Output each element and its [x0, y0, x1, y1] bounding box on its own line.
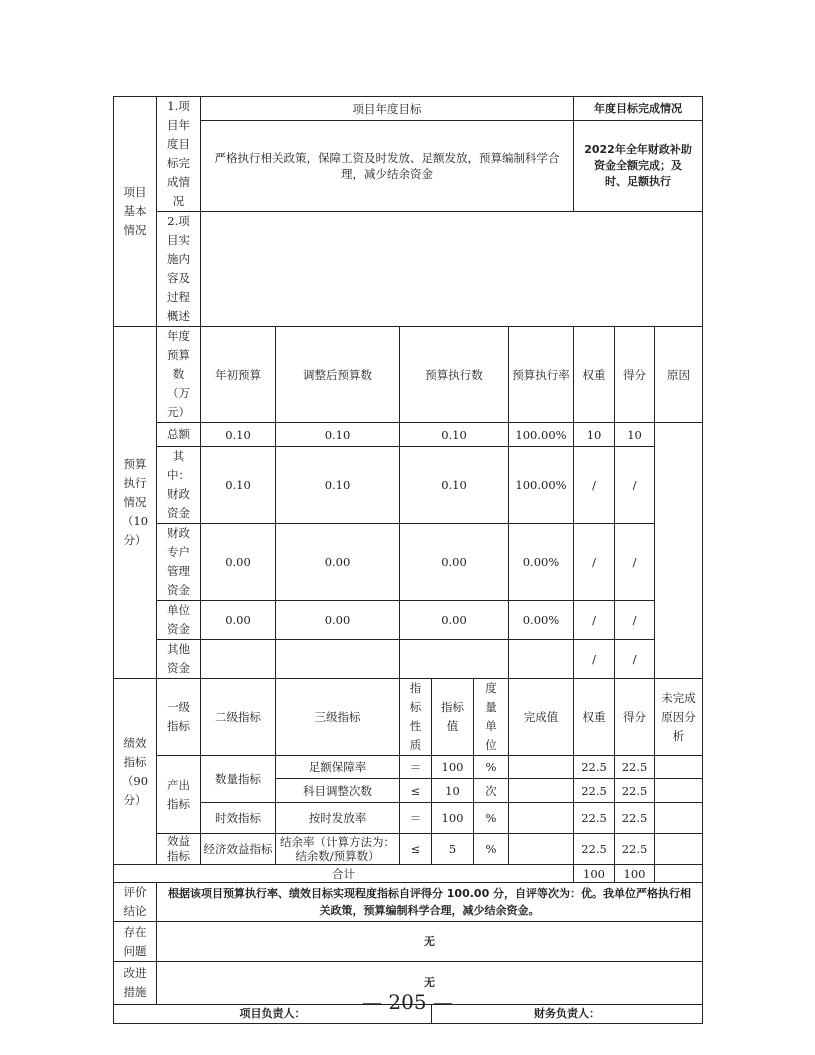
cell: 0.00 — [400, 601, 509, 640]
cell: / — [615, 447, 655, 524]
cell — [509, 803, 574, 834]
cell: 22.5 — [615, 803, 655, 834]
cell: 5 — [432, 834, 474, 865]
issues-text: 无 — [157, 922, 703, 962]
cell: 0.10 — [201, 423, 276, 447]
cell: 足额保障率 — [276, 756, 400, 779]
cell — [509, 640, 574, 679]
cell: 100 — [432, 756, 474, 779]
cell: / — [615, 640, 655, 679]
cell: 22.5 — [574, 756, 615, 779]
table-row — [114, 803, 703, 834]
row-label: 总额 — [157, 423, 201, 447]
cell: / — [574, 601, 615, 640]
perf-header: 度量单位 — [474, 679, 509, 756]
total-weight: 100 — [574, 865, 615, 883]
budget-header: 预算执行率 — [509, 327, 574, 423]
cell — [655, 779, 703, 803]
cell: 0.00 — [201, 524, 276, 601]
cell — [655, 865, 703, 883]
cell: % — [474, 834, 509, 865]
level1-label: 产出指标 — [157, 756, 201, 834]
level2-label: 经济效益指标 — [201, 834, 276, 865]
cell: 22.5 — [574, 803, 615, 834]
cell: 按时发放率 — [276, 803, 400, 834]
cell: ≤ — [400, 834, 432, 865]
table-row — [114, 447, 703, 524]
budget-header: 得分 — [615, 327, 655, 423]
issues-label: 存在问题 — [114, 922, 157, 962]
cell — [509, 834, 574, 865]
budget-header: 调整后预算数 — [276, 327, 400, 423]
cell — [655, 803, 703, 834]
total-label: 合计 — [114, 865, 574, 883]
cell: ＝ — [400, 803, 432, 834]
perf-header: 二级指标 — [201, 679, 276, 756]
table-row — [114, 640, 703, 679]
budget-header: 年度预算数（万元） — [157, 327, 201, 423]
perf-header: 指标性质 — [400, 679, 432, 756]
conclusion-text: 根据该项目预算执行率、绩效目标实现程度指标自评得分 100.00 分，自评等次为：优。我单位严格执行相关政策，预算编制科学合理，减少结余资金。 — [157, 883, 703, 922]
table-row — [114, 834, 703, 865]
goal-text: 严格执行相关政策，保障工资及时发放、足额发放，预算编制科学合理，减少结余资金 — [201, 121, 574, 212]
completion-header: 年度目标完成情况 — [574, 97, 703, 121]
perf-header: 完成值 — [509, 679, 574, 756]
cell: 结余率（计算方法为：结余数/预算数） — [276, 834, 400, 865]
cell — [655, 756, 703, 779]
perf-header: 得分 — [615, 679, 655, 756]
page-number: — 205 — — [362, 990, 453, 1014]
cell: 100.00% — [509, 423, 574, 447]
table-row — [114, 423, 703, 447]
cell: 0.10 — [201, 447, 276, 524]
measures-label: 改进措施 — [114, 962, 157, 1005]
basic-section-label: 项目基本情况 — [114, 97, 157, 327]
cell: 22.5 — [615, 779, 655, 803]
cell: / — [574, 640, 615, 679]
cell: 0.00 — [201, 601, 276, 640]
cell: 22.5 — [615, 756, 655, 779]
cell: 科目调整次数 — [276, 779, 400, 803]
cell: 100.00% — [509, 447, 574, 524]
cell: 0.10 — [400, 447, 509, 524]
cell: 0.10 — [276, 447, 400, 524]
cell: 10 — [615, 423, 655, 447]
cell: / — [615, 524, 655, 601]
budget-section-label: 预算执行情况（10分） — [114, 327, 157, 679]
performance-self-evaluation-table — [113, 96, 703, 1024]
table-row — [114, 601, 703, 640]
measures-text: 无 — [157, 962, 703, 1005]
cell — [509, 779, 574, 803]
cell: / — [574, 447, 615, 524]
conclusion-label: 评价结论 — [114, 883, 157, 922]
cell: 次 — [474, 779, 509, 803]
row-label: 财政专户管理资金 — [157, 524, 201, 601]
cell: 10 — [432, 779, 474, 803]
reason-cell — [655, 423, 703, 679]
perf-header: 指标值 — [432, 679, 474, 756]
cell: ≤ — [400, 779, 432, 803]
row-label: 单位资金 — [157, 601, 201, 640]
cell: 0.00 — [400, 524, 509, 601]
cell: / — [574, 524, 615, 601]
budget-header: 预算执行数 — [400, 327, 509, 423]
cell — [400, 640, 509, 679]
cell: 0.00 — [276, 601, 400, 640]
finance-lead-signature: 财务负责人： — [432, 1005, 703, 1024]
level2-label: 数量指标 — [201, 756, 276, 803]
total-score: 100 — [615, 865, 655, 883]
budget-header: 原因 — [655, 327, 703, 423]
cell: 22.5 — [574, 834, 615, 865]
impl-label: 2.项目实施内容及过程概述 — [157, 212, 201, 327]
cell: 10 — [574, 423, 615, 447]
cell: % — [474, 756, 509, 779]
perf-header: 未完成原因分析 — [655, 679, 703, 756]
table-row — [114, 524, 703, 601]
cell — [276, 640, 400, 679]
budget-header: 年初预算 — [201, 327, 276, 423]
cell — [655, 834, 703, 865]
cell: ＝ — [400, 756, 432, 779]
cell — [201, 640, 276, 679]
cell: 100 — [432, 803, 474, 834]
cell: 0.00 — [276, 524, 400, 601]
cell: 0.00% — [509, 601, 574, 640]
perf-header: 三级指标 — [276, 679, 400, 756]
cell: 0.10 — [400, 423, 509, 447]
table-row — [114, 756, 703, 779]
cell: 22.5 — [574, 779, 615, 803]
perf-header: 一级指标 — [157, 679, 201, 756]
cell: 0.10 — [276, 423, 400, 447]
level1-label: 效益指标 — [157, 834, 201, 865]
cell: 0.00% — [509, 524, 574, 601]
cell: 22.5 — [615, 834, 655, 865]
row-label: 其他资金 — [157, 640, 201, 679]
impl-text — [201, 212, 703, 327]
project-lead-signature: 项目负责人： — [114, 1005, 432, 1024]
row-label: 其中：财政资金 — [157, 447, 201, 524]
cell: / — [615, 601, 655, 640]
cell — [509, 756, 574, 779]
cell: % — [474, 803, 509, 834]
level2-label: 时效指标 — [201, 803, 276, 834]
total-row — [114, 865, 703, 883]
goal-label: 1.项目年度目标完成情况 — [157, 97, 201, 212]
performance-section-label: 绩效指标（90分） — [114, 679, 157, 865]
budget-header: 权重 — [574, 327, 615, 423]
perf-header: 权重 — [574, 679, 615, 756]
completion-text: 2022年全年财政补助资金全额完成；及时、足额执行 — [574, 121, 703, 212]
goal-header: 项目年度目标 — [201, 97, 574, 121]
